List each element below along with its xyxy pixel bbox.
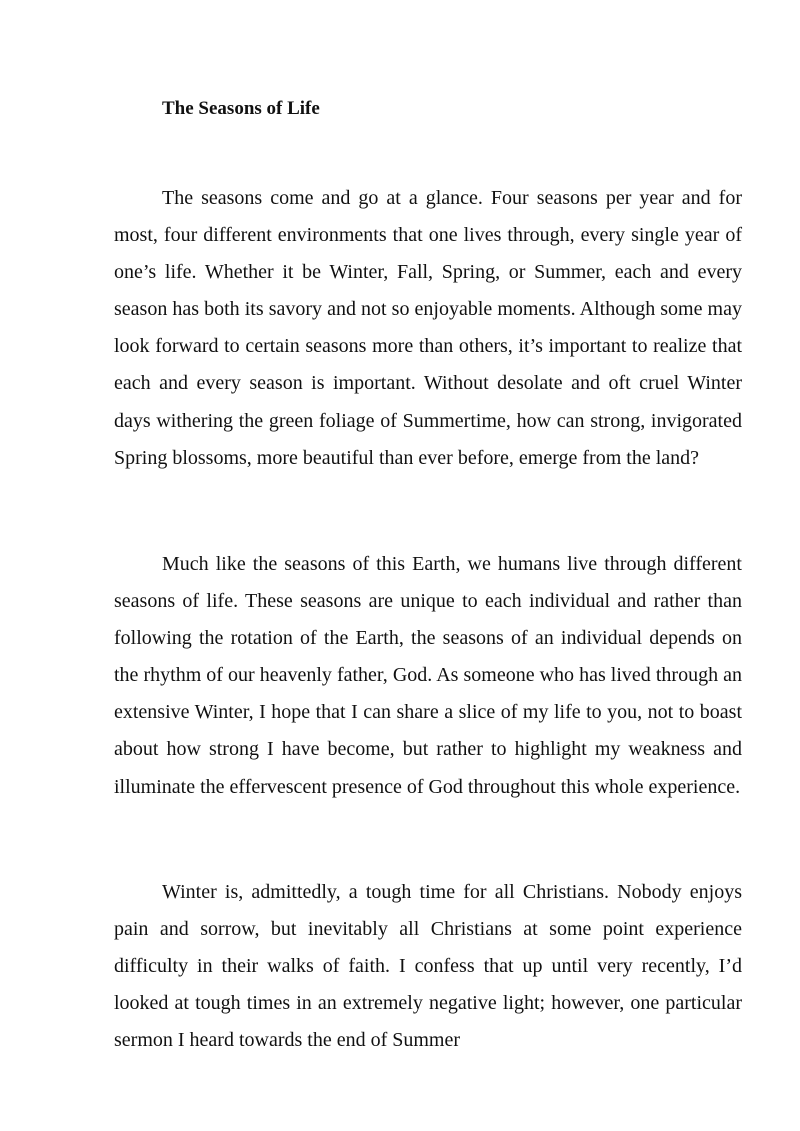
- paragraph-3: Winter is, admittedly, a tough time for all Christians. Nobody enjoys pain and sorrow, but inevitably all Christians at some point experience difficulty in their walks of faith. I confess that up until very recently, I’d looked at tough times in an extremely negative light; however, one particular sermon I heard towards the end of Summer: [114, 881, 742, 1052]
- paragraph-1: The seasons come and go at a glance. Four seasons per year and for most, four different environments that one lives through, every single year of one’s life. Whether it be Winter, Fall, Spring, or Summer, each and every season has both its savory and not so enjoyable moments. Although some may look forward to certain seasons more than others, it’s important to realize that each and every season is important. Without desolate and oft cruel Winter days withering the green foliage of Summertime, how can strong, invigorated Spring blossoms, more beautiful than ever before, emerge from the land?: [114, 187, 742, 469]
- document-title: The Seasons of Life: [162, 98, 320, 119]
- paragraph-2: Much like the seasons of this Earth, we humans live through different seasons of life. These seasons are unique to each individual and rather than following the rotation of the Earth, the seasons of an individual depends on the rhythm of our heavenly father, God. As someone who has lived through an extensive Winter, I hope that I can share a slice of my life to you, not to boast about how strong I have become, but rather to highlight my weakness and illuminate the effervescent presence of God throughout this whole experience.: [114, 553, 742, 798]
